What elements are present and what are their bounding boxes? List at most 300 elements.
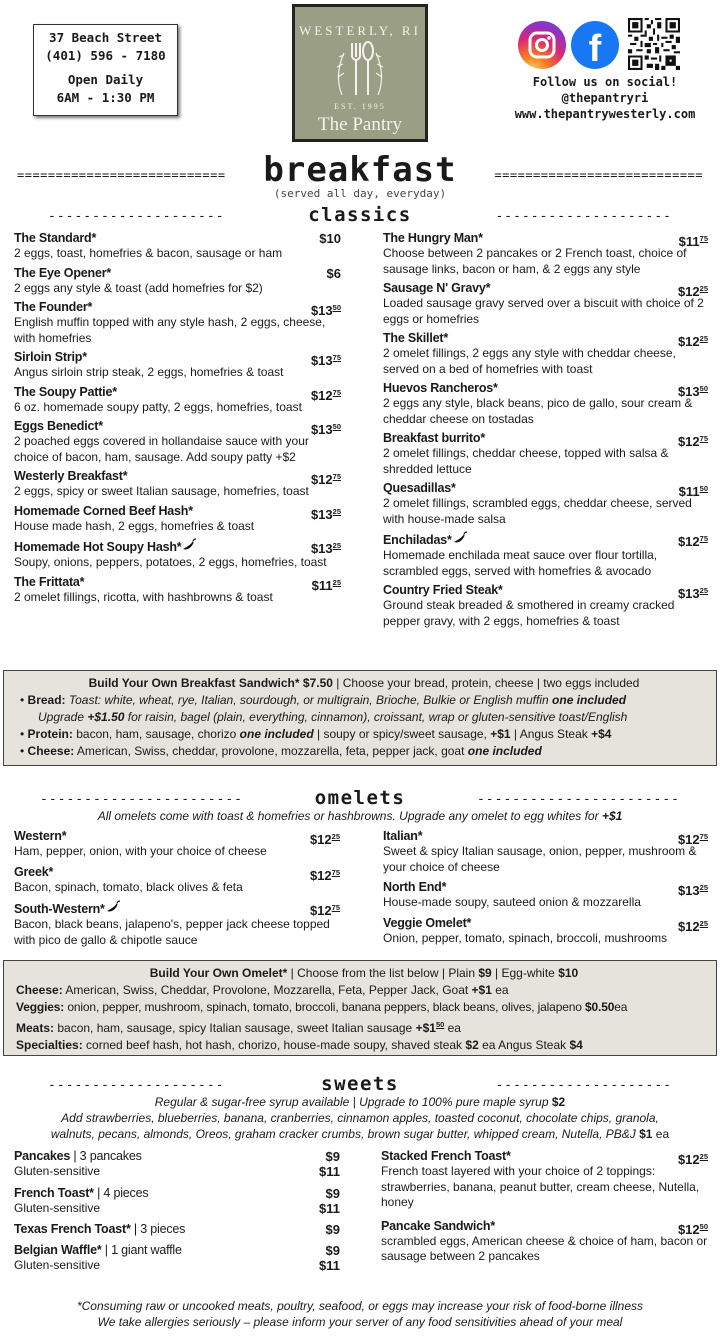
- item-portion: | 3 pancakes: [70, 1149, 142, 1163]
- classics-rule-right: --------------------: [495, 209, 672, 224]
- item-name: Homemade Hot Soupy Hash*: [14, 540, 182, 554]
- hours-label: Open Daily: [67, 72, 144, 87]
- item-name-row: [14, 829, 340, 844]
- item-price: [311, 300, 341, 318]
- gluten-sensitive-price: $11: [319, 1200, 340, 1216]
- item-name: Stacked French Toast*: [381, 1149, 511, 1163]
- menu-item: [381, 1219, 708, 1265]
- byo-omelet-desc: | Choose from the list below | Plain: [287, 966, 479, 980]
- menu-item: [383, 381, 708, 427]
- website-link[interactable]: www.thepantrywesterly.com: [514, 107, 696, 121]
- item-name: Country Fried Steak*: [383, 583, 503, 597]
- item-description: 2 omelet fillings, 2 eggs any style with cheddar cheese, served on a bed of homefries with toast: [383, 346, 676, 376]
- price-cents: 75: [332, 353, 341, 362]
- bread-upgrade-price: +$1.50: [87, 710, 125, 724]
- price-dollars: $13: [310, 303, 333, 318]
- toppings-ea: ea: [652, 1127, 670, 1141]
- omelet-veggies-label: Veggies:: [16, 1000, 65, 1014]
- item-description: Sweet & spicy Italian sausage, onion, pepper, mushroom & your choice of cheese: [383, 844, 697, 874]
- phone[interactable]: (401) 596 - 7180: [45, 48, 166, 63]
- price-cents: 25: [331, 832, 340, 841]
- item-name-row: [381, 1219, 708, 1234]
- omelets-title: omelets: [309, 787, 412, 809]
- protein-upgrade-2: +$4: [591, 727, 612, 741]
- menu-item: [14, 900, 340, 948]
- price-dollars: $9: [325, 1185, 340, 1201]
- chili-pepper-icon: [181, 540, 197, 554]
- omelet-veggies-options: onion, pepper, mushroom, spinach, tomato, broccoli, banana peppers, black beans, olives, jalapeno: [64, 1000, 585, 1014]
- price-dollars: $13: [310, 422, 333, 437]
- price-dollars: $12: [310, 387, 333, 403]
- gluten-sensitive-row: [14, 1164, 340, 1180]
- price-dollars: $12: [309, 903, 332, 918]
- byo-omelet-title: Build Your Own Omelet*: [149, 966, 288, 980]
- item-name-row: [14, 865, 340, 880]
- menu-item: [14, 538, 341, 571]
- item-name: Veggie Omelet*: [383, 915, 472, 930]
- breakfast-heading: [0, 150, 720, 190]
- item-name-row: [14, 469, 341, 484]
- price-dollars: $12: [677, 918, 700, 934]
- sweets-title: sweets: [315, 1073, 405, 1095]
- price-dollars: $12: [677, 832, 700, 847]
- item-name-row: [14, 1186, 340, 1201]
- menu-item: [383, 880, 708, 911]
- price-dollars: $10: [319, 231, 341, 246]
- fork-spoon-icon: [328, 37, 392, 99]
- omelets-right-column: [383, 829, 708, 951]
- menu-item: [383, 231, 708, 277]
- bread-included: one included: [552, 693, 627, 707]
- omelet-veggies-price: $0.50: [584, 1000, 615, 1014]
- item-name-row: [14, 504, 341, 519]
- price-dollars: $12: [677, 434, 700, 449]
- item-name: Breakfast burrito*: [383, 431, 485, 445]
- item-name: Homemade Corned Beef Hash*: [14, 503, 193, 518]
- item-name: The Skillet*: [383, 331, 448, 345]
- protein-label: Protein:: [27, 727, 73, 741]
- item-description: 2 omelet fillings, scrambled eggs, cheddar cheese, served with house-made salsa: [383, 496, 692, 526]
- sweets-notes: [0, 1094, 720, 1142]
- hours: 6AM - 1:30 PM: [56, 90, 155, 105]
- gluten-sensitive-row: [14, 1258, 340, 1274]
- price-dollars: $12: [677, 284, 700, 299]
- byo-sandwich-title: Build Your Own Breakfast Sandwich*: [88, 676, 300, 690]
- item-price: [678, 880, 708, 898]
- consumption-warning: *Consuming raw or uncooked meats, poultry, seafood, or eggs may increase your risk of food-borne illness: [76, 1299, 644, 1313]
- item-portion: | 3 pieces: [130, 1222, 186, 1236]
- item-portion: | 1 giant waffle: [101, 1243, 182, 1257]
- omelets-rule-left: -----------------------: [40, 792, 244, 807]
- item-description: Choose between 2 pancakes or 2 French toast, choice of sausage links, bacon or ham, & 2 eggs any style: [383, 246, 687, 276]
- menu-item: [14, 385, 341, 416]
- omelets-note-text: All omelets come with toast & homefries or hashbrowns. Upgrade any omelet to egg whites for: [97, 809, 602, 823]
- menu-item: [383, 829, 708, 875]
- item-name: The Eye Opener*: [14, 265, 112, 280]
- sweets-rule-right: --------------------: [495, 1078, 672, 1093]
- bread-label: Bread:: [27, 693, 66, 707]
- item-price: [311, 538, 341, 556]
- facebook-icon[interactable]: f: [571, 21, 619, 69]
- protein-options: bacon, ham, sausage, chorizo: [72, 727, 240, 741]
- item-name-row: [14, 231, 341, 246]
- item-description: Angus sirloin strip steak, 2 eggs, homefries & toast: [14, 365, 284, 379]
- item-name-row: [383, 431, 708, 446]
- item-description: Onion, pepper, tomato, spinach, broccoli, mushrooms: [383, 930, 668, 945]
- item-name-row: [383, 481, 708, 496]
- social-handle[interactable]: @thepantryri: [561, 91, 649, 105]
- item-name: The Standard*: [14, 231, 97, 245]
- item-name-row: [383, 381, 708, 396]
- menu-item: [14, 504, 341, 535]
- sweets-left-column: [14, 1149, 340, 1280]
- price-cents: 75: [699, 534, 708, 543]
- item-price: [311, 469, 341, 487]
- bread-upgrade-b: for raisin, bagel (plain, everything, cinnamon), croissant, wrap or gluten-sensitive toast/English: [124, 710, 628, 724]
- item-description: House-made soupy, sauteed onion & mozzarella: [383, 895, 641, 909]
- address: 37 Beach Street: [49, 30, 162, 45]
- item-price: [678, 381, 708, 399]
- item-price: [311, 504, 341, 522]
- price-dollars: $13: [310, 506, 333, 522]
- item-name-row: [14, 1149, 340, 1164]
- price-cents: 75: [332, 387, 341, 397]
- menu-item: [381, 1149, 708, 1211]
- price-dollars: $13: [677, 883, 700, 898]
- toppings-note-1: Add strawberries, blueberries, banana, cranberries, cinnamon apples, toasted coconut, chocolate chips, granola,: [61, 1111, 659, 1125]
- item-name-row: [383, 281, 708, 296]
- item-price: [311, 419, 341, 437]
- price-cents: 25: [699, 334, 708, 343]
- price-dollars: $12: [677, 334, 700, 349]
- menu-item: [14, 1243, 340, 1274]
- price-dollars: $11: [311, 577, 333, 593]
- classics-heading: [0, 204, 720, 226]
- price-dollars: $12: [677, 534, 700, 549]
- item-price: [326, 1243, 340, 1258]
- follow-text: Follow us on social!: [532, 75, 678, 89]
- price-dollars: $11: [678, 234, 700, 249]
- price-dollars: $9: [325, 1243, 340, 1258]
- price-cents: 50: [699, 384, 708, 393]
- menu-item: [14, 1149, 340, 1180]
- item-description: 2 omelet fillings, cheddar cheese, topped with salsa & shredded lettuce: [383, 446, 669, 476]
- byo-sandwich-price: $7.50: [302, 676, 333, 690]
- omelets-heading: [0, 787, 720, 809]
- omelet-meats-options: bacon, ham, sausage, spicy Italian sausage, sweet Italian sausage: [54, 1021, 416, 1035]
- price-dollars: $13: [677, 586, 700, 601]
- item-name: The Frittata*: [14, 574, 85, 589]
- menu-item: [383, 531, 708, 579]
- instagram-icon[interactable]: [518, 21, 566, 69]
- item-price: [310, 900, 340, 918]
- item-name: Pancake Sandwich*: [381, 1218, 496, 1233]
- price-cents: 25: [699, 586, 708, 595]
- price-cents: 75: [699, 434, 708, 443]
- menu-item: [14, 1222, 340, 1237]
- item-name: Pancakes: [14, 1149, 71, 1163]
- price-cents: 75: [699, 234, 708, 243]
- item-name: North End*: [383, 880, 447, 894]
- price-dollars: $11: [678, 484, 700, 499]
- price-dollars: $12: [309, 867, 332, 883]
- item-name: South-Western*: [14, 902, 105, 916]
- item-name-row: [14, 385, 341, 400]
- menu-item: [14, 231, 341, 262]
- price-dollars: $6: [326, 265, 341, 281]
- item-price: [678, 431, 708, 449]
- classics-right-column: [383, 231, 708, 633]
- item-description: Ground steak breaded & smothered in creamy cracked pepper gravy, with 2 eggs, homefries & toast: [383, 598, 675, 628]
- omelet-specialties-options: corned beef hash, hot hash, chorizo, house-made soupy, shaved steak: [82, 1038, 466, 1052]
- price-cents: 50: [699, 484, 708, 493]
- omelet-meats-ea: ea: [444, 1021, 461, 1035]
- breakfast-rule-right: ===========================: [494, 168, 703, 182]
- price-dollars: $13: [310, 541, 333, 556]
- social-block: [500, 18, 710, 122]
- item-name: Belgian Waffle*: [14, 1243, 102, 1257]
- price-cents: 25: [699, 883, 708, 892]
- item-name-row: [14, 538, 341, 555]
- item-price: [678, 1149, 708, 1167]
- omelet-cheese-price: +$1: [471, 983, 492, 997]
- price-cents: 75: [699, 832, 708, 841]
- menu-item: [383, 431, 708, 477]
- price-dollars: $13: [677, 384, 700, 399]
- omelet-angus-price: $4: [569, 1038, 583, 1052]
- item-price: [326, 1222, 340, 1237]
- omelet-veggies-ea: ea: [614, 1000, 628, 1014]
- gluten-sensitive-price: $11: [319, 1258, 340, 1273]
- item-name: The Hungry Man*: [383, 231, 483, 245]
- syrup-note: Regular & sugar-free syrup available | Upgrade to 100% pure maple syrup: [154, 1095, 552, 1109]
- breakfast-rule-left: ===========================: [17, 168, 226, 182]
- address-box: [33, 24, 178, 116]
- sweets-right-column: [381, 1149, 708, 1273]
- item-description: Loaded sausage gravy served over a biscuit with choice of 2 eggs or homefries: [383, 296, 704, 326]
- byo-omelet-box: [3, 960, 717, 1056]
- item-name: Westerly Breakfast*: [14, 469, 128, 483]
- price-cents: 25: [699, 1152, 708, 1161]
- item-name-row: [383, 829, 708, 844]
- item-description: 2 eggs any style & toast (add homefries for $2): [14, 280, 263, 295]
- price-cents: 75: [332, 472, 341, 481]
- sweets-rule-left: --------------------: [48, 1078, 225, 1093]
- item-price: [327, 266, 341, 281]
- price-cents: 50: [332, 303, 341, 312]
- omelets-note-price: +$1: [601, 809, 623, 823]
- omelet-meats-cents: 50: [435, 1020, 445, 1029]
- item-price: [319, 231, 341, 246]
- byo-sandwich-desc: | Choose your bread, protein, cheese | two eggs included: [332, 676, 640, 690]
- item-name-row: [383, 583, 708, 598]
- classics-rule-left: --------------------: [48, 209, 225, 224]
- item-name-row: [383, 531, 708, 548]
- item-name-row: [383, 331, 708, 346]
- byo-omelet-white-price: $10: [558, 966, 579, 980]
- item-name: Quesadillas*: [383, 481, 456, 495]
- item-name-row: [14, 900, 340, 917]
- item-description: 2 eggs any style, black beans, pico de gallo, sour cream & cheddar cheese on tostadas: [383, 396, 693, 426]
- item-name-row: [14, 350, 341, 365]
- item-name: Sausage N' Gravy*: [383, 281, 491, 295]
- item-description: Soupy, onions, peppers, potatoes, 2 eggs, homefries, toast: [14, 555, 327, 569]
- price-cents: 25: [332, 506, 341, 516]
- menu-item: [14, 829, 340, 860]
- menu-item: [14, 575, 341, 606]
- item-name-row: [383, 231, 708, 246]
- item-name: Greek*: [14, 864, 54, 879]
- omelet-meats-label: Meats:: [16, 1021, 55, 1035]
- item-name-row: [383, 880, 708, 895]
- price-dollars: $9: [325, 1222, 340, 1237]
- item-name: The Soupy Pattie*: [14, 384, 117, 399]
- gluten-sensitive-label: Gluten-sensitive: [14, 1164, 101, 1178]
- item-name-row: [14, 266, 341, 281]
- item-name-row: [14, 300, 341, 315]
- gluten-sensitive-price: $11: [319, 1164, 340, 1179]
- omelet-specialties-ea: ea Angus Steak: [478, 1038, 570, 1052]
- omelets-note: [0, 808, 720, 824]
- omelet-specialties-price: $2: [465, 1038, 479, 1052]
- omelet-cheese-ea: ea: [491, 983, 509, 997]
- protein-included: one included: [239, 727, 314, 741]
- price-dollars: $12: [309, 832, 332, 847]
- menu-item: [14, 350, 341, 381]
- menu-item: [14, 1186, 340, 1217]
- byo-omelet-desc-2: | Egg-white: [491, 966, 559, 980]
- item-price: [678, 916, 708, 934]
- bread-upgrade-a: Upgrade: [38, 710, 88, 724]
- price-cents: 25: [332, 577, 341, 587]
- item-price: [326, 1149, 340, 1164]
- protein-options-3: | Angus Steak: [510, 727, 592, 741]
- item-description: Bacon, spinach, tomato, black olives & feta: [14, 879, 243, 894]
- item-price: [679, 481, 708, 499]
- item-description: 2 eggs, spicy or sweet Italian sausage, homefries, toast: [14, 484, 309, 498]
- menu-item: [14, 300, 341, 346]
- omelet-specialties-label: Specialties:: [16, 1038, 83, 1052]
- menu-item: [383, 281, 708, 327]
- item-name: Eggs Benedict*: [14, 419, 103, 433]
- item-price: [310, 829, 340, 847]
- cheese-label: Cheese:: [27, 744, 75, 758]
- price-dollars: $12: [677, 1152, 700, 1167]
- allergy-notice: We take allergies seriously – please inform your server of any food sensitivities ahead of your meal: [97, 1315, 623, 1329]
- item-description: House made hash, 2 eggs, homefries & toast: [14, 518, 255, 533]
- cheese-included: one included: [467, 744, 542, 758]
- price-dollars: $13: [310, 353, 333, 368]
- item-name: Italian*: [383, 829, 423, 843]
- price-dollars: $12: [677, 1221, 700, 1237]
- cheese-options: American, Swiss, cheddar, provolone, mozzarella, feta, pepper jack, goat: [74, 744, 468, 758]
- classics-title: classics: [302, 204, 418, 226]
- restaurant-logo: [292, 4, 428, 142]
- logo-location: WESTERLY, RI: [299, 23, 421, 38]
- item-name: Sirloin Strip*: [14, 350, 87, 364]
- item-description: Bacon, black beans, jalapeno's, pepper jack cheese topped with pico de gallo & chipotle sauce: [14, 917, 330, 947]
- item-price: [678, 583, 708, 601]
- qr-code-icon[interactable]: [628, 18, 680, 70]
- omelet-meats-price: +$1: [415, 1021, 436, 1035]
- breakfast-title: breakfast: [263, 150, 457, 190]
- protein-options-2: | soupy or spicy/sweet sausage,: [313, 727, 491, 741]
- byo-omelet-plain-price: $9: [478, 966, 492, 980]
- gluten-sensitive-row: [14, 1201, 340, 1217]
- item-price: [678, 1219, 708, 1237]
- toppings-price: $1: [639, 1127, 653, 1141]
- price-cents: 25: [699, 284, 708, 293]
- item-name-row: [381, 1149, 708, 1164]
- item-description: English muffin topped with any style hash, 2 eggs, cheese, with homefries: [14, 315, 326, 345]
- gluten-sensitive-label: Gluten-sensitive: [14, 1200, 101, 1215]
- item-price: [312, 575, 341, 593]
- chili-pepper-icon: [105, 902, 121, 916]
- item-price: [679, 231, 708, 249]
- bread-options: Toast: white, wheat, rye, Italian, sourdough, or multigrain, Brioche, Bulkie or English muffin: [65, 693, 553, 707]
- item-description: French toast layered with your choice of 2 toppings: strawberries, banana, peanut butter, cream cheese, Nutella, honey: [381, 1164, 700, 1209]
- item-name: Huevos Rancheros*: [383, 381, 498, 395]
- price-cents: 50: [332, 422, 341, 431]
- item-description: Homemade enchilada meat sauce over flour tortilla, scrambled eggs, served with homefries & avocado: [383, 548, 658, 578]
- menu-item: [383, 331, 708, 377]
- item-description: 2 eggs, toast, homefries & bacon, sausage or ham: [14, 246, 283, 260]
- price-cents: 25: [332, 541, 341, 550]
- price-cents: 25: [699, 918, 708, 928]
- menu-item: [14, 266, 341, 297]
- item-name-row: [14, 419, 341, 434]
- item-portion: | 4 pieces: [93, 1185, 149, 1200]
- omelet-cheese-label: Cheese:: [16, 983, 63, 997]
- logo-name: The Pantry: [318, 114, 402, 135]
- price-dollars: $9: [325, 1149, 340, 1164]
- toppings-note-2: walnuts, pecans, almonds, Oreos, graham cracker crumbs, brown sugar butter, whipped cream, Nutella, PB&J: [50, 1127, 640, 1141]
- item-price: [678, 281, 708, 299]
- price-cents: 75: [331, 867, 340, 877]
- byo-sandwich-box: Build Your Own Breakfast Sandwich* $7.50 | Choose your bread, protein, cheese | two eggs included • Bread: Toast: white, wheat, rye, Italian, sourdough, or multigrain, Brioche, Bulkie or English muffin one included Upgrade +$1.50 for raisin, bagel (plain, everything, cinnamon), croissant, wrap or gluten-sensitive toast/English • Protein: bacon, ham, sausage, chorizo one included | soupy or spicy/sweet sausage, +$1 | Angus Steak +$4 • Cheese: American, Swiss, cheddar, provolone, mozzarella, feta, pepper jack, goat one included: [3, 670, 717, 766]
- syrup-price: $2: [551, 1095, 566, 1109]
- omelets-left-column: [14, 829, 340, 953]
- menu-item: [14, 865, 340, 896]
- item-price: [326, 1186, 340, 1201]
- omelets-rule-right: -----------------------: [476, 792, 680, 807]
- item-description: scrambled eggs, American cheese & choice of ham, bacon or sausage between 2 pancakes: [381, 1233, 708, 1263]
- item-name: Texas French Toast*: [14, 1222, 131, 1236]
- omelet-cheese-options: American, Swiss, Cheddar, Provolone, Mozzarella, Feta, Pepper Jack, Goat: [62, 983, 472, 997]
- menu-item: [14, 469, 341, 500]
- item-price: [311, 350, 341, 368]
- item-name-row: [14, 1243, 340, 1258]
- menu-item: [383, 583, 708, 629]
- item-name-row: [383, 916, 708, 931]
- menu-item: [383, 916, 708, 947]
- item-name-row: [14, 575, 341, 590]
- logo-est: EST. 1995: [334, 102, 386, 111]
- protein-upgrade-1: +$1: [490, 727, 511, 741]
- price-dollars: $12: [310, 472, 333, 487]
- gluten-sensitive-label: Gluten-sensitive: [14, 1258, 101, 1272]
- item-name-row: [14, 1222, 340, 1237]
- menu-item: [383, 481, 708, 527]
- item-price: [311, 385, 341, 403]
- sweets-heading: [0, 1073, 720, 1095]
- breakfast-subtitle: (served all day, everyday): [273, 187, 447, 200]
- item-description: Ham, pepper, onion, with your choice of cheese: [14, 844, 267, 858]
- item-price: [678, 829, 708, 847]
- price-cents: 75: [331, 903, 340, 912]
- item-price: [678, 331, 708, 349]
- item-description: 6 oz. homemade soupy patty, 2 eggs, homefries, toast: [14, 399, 302, 414]
